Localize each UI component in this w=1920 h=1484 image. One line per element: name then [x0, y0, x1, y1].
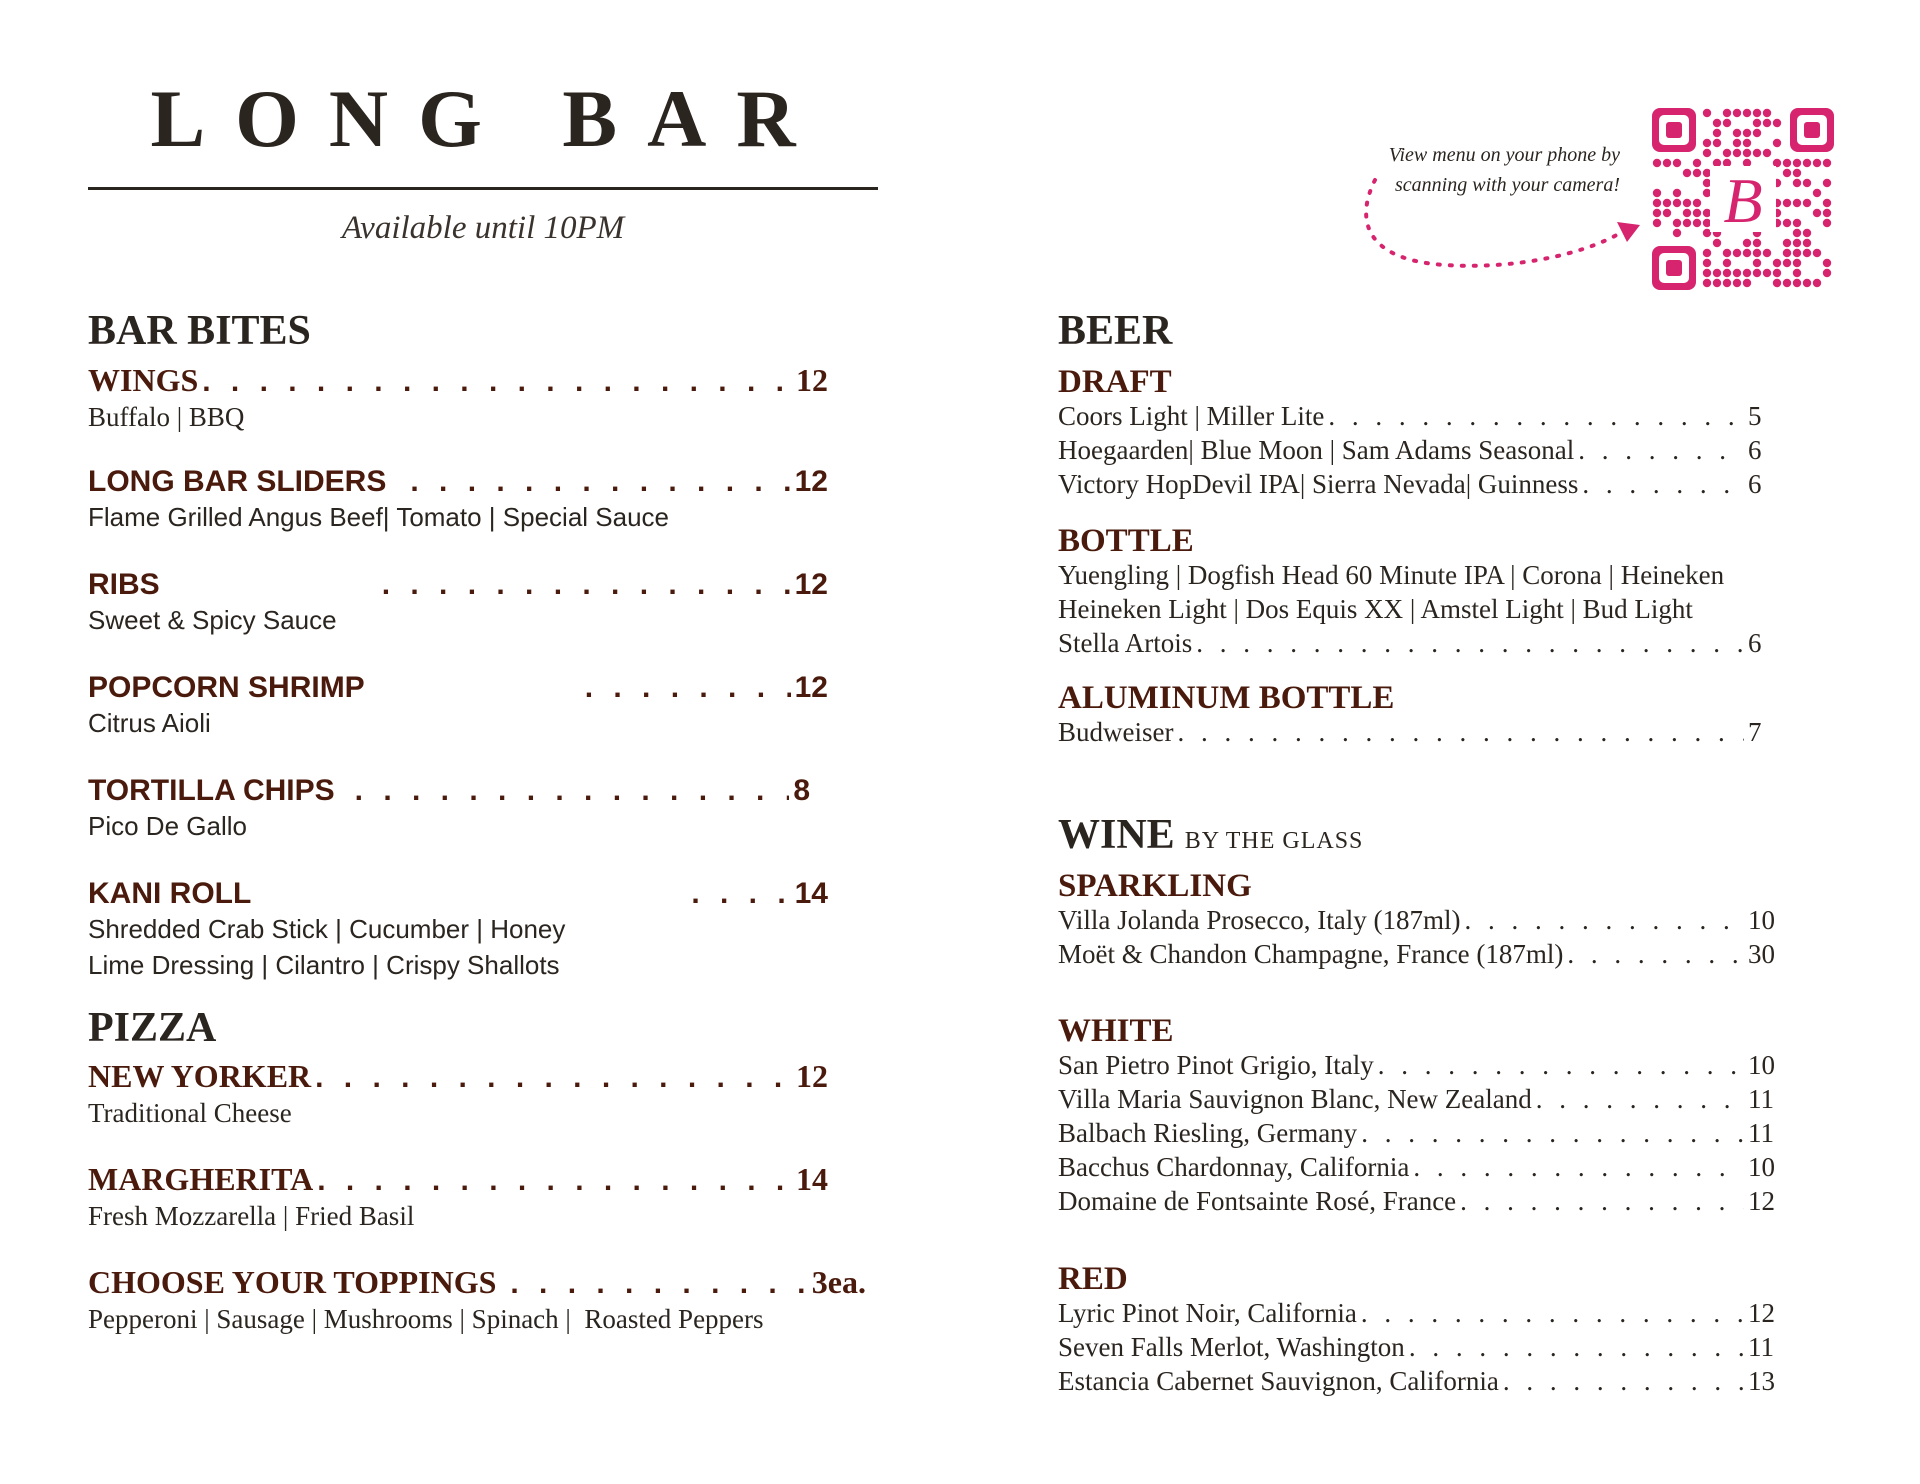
wine-price: 13 — [1748, 1366, 1775, 1396]
beer-name: Hoegaarden| Blue Moon | Sam Adams Seasonal — [1058, 435, 1575, 465]
qr-caption-line1: View menu on your phone by — [1388, 144, 1620, 166]
item-price: 14 — [794, 877, 828, 910]
item-price: 12 — [796, 1058, 828, 1094]
beer-name: Coors Light | Miller Lite — [1058, 401, 1325, 431]
wine-price: 10 — [1748, 1152, 1775, 1182]
item-description: Shredded Crab Stick | Cucumber | Honey — [88, 914, 566, 944]
item-name: RIBS — [88, 568, 160, 601]
subsection-title-red: RED — [1058, 1261, 1128, 1297]
bottle-list-line: Heineken Light | Dos Equis XX | Amstel Light | Bud Light — [1058, 594, 1693, 624]
list-item — [1058, 433, 1776, 467]
menu-item-sliders — [88, 465, 828, 535]
item-description: Lime Dressing | Cilantro | Crispy Shallots — [88, 950, 560, 980]
wine-price: 11 — [1748, 1118, 1774, 1148]
menu-item-toppings — [88, 1264, 866, 1337]
item-description: Pepperoni | Sausage | Mushrooms | Spinach | Roasted Peppers — [88, 1304, 764, 1334]
item-price: 12 — [796, 362, 828, 398]
wine-name: Bacchus Chardonnay, California — [1058, 1152, 1410, 1182]
wine-price: 30 — [1748, 939, 1775, 969]
qr-arrow-icon — [1355, 170, 1655, 280]
item-description: Buffalo | BBQ — [88, 402, 245, 432]
beer-price: 6 — [1748, 628, 1762, 658]
beer-name: Stella Artois — [1058, 628, 1193, 658]
item-description: Traditional Cheese — [88, 1098, 292, 1128]
item-name: KANI ROLL — [88, 877, 252, 910]
item-description: Sweet & Spicy Sauce — [88, 605, 337, 635]
qr-caption-line2: scanning with your camera! — [1395, 174, 1620, 196]
beer-name: Budweiser — [1058, 717, 1174, 747]
item-price: 12 — [794, 465, 828, 498]
list-item — [1058, 399, 1776, 433]
list-item — [1058, 1116, 1776, 1150]
beer-name: Victory HopDevil IPA| Sierra Nevada| Guinness — [1058, 469, 1579, 499]
list-item — [1058, 626, 1776, 660]
wine-title: WINE — [1058, 812, 1175, 858]
subsection-title-aluminum: ALUMINUM BOTTLE — [1058, 680, 1395, 716]
wine-name: Estancia Cabernet Sauvignon, California — [1058, 1366, 1499, 1396]
item-price: 12 — [794, 568, 828, 601]
wine-name: Villa Jolanda Prosecco, Italy (187ml) — [1058, 905, 1461, 935]
menu-item-popcorn-shrimp — [88, 671, 828, 741]
list-item — [1058, 715, 1776, 749]
wine-red — [1058, 1263, 1776, 1398]
menu-item-tortilla-chips — [88, 774, 810, 844]
wine-name: Domaine de Fontsainte Rosé, France — [1058, 1186, 1457, 1216]
wine-price: 10 — [1748, 905, 1775, 935]
item-name: LONG BAR SLIDERS — [88, 465, 387, 498]
menu-item-kani-roll — [88, 877, 828, 983]
wine-name: Lyric Pinot Noir, California — [1058, 1298, 1357, 1328]
wine-price: 11 — [1748, 1084, 1774, 1114]
wine-sparkling — [1058, 870, 1776, 971]
beer-draft — [1058, 366, 1776, 501]
wine-price: 11 — [1748, 1332, 1774, 1362]
qr-logo: B — [1723, 165, 1763, 236]
menu-item-wings — [88, 362, 828, 435]
list-item — [1058, 1048, 1776, 1082]
page-title: LONG BAR — [150, 73, 826, 164]
menu-item-ribs — [88, 568, 828, 638]
title-divider — [88, 187, 878, 190]
wine-price: 12 — [1748, 1186, 1775, 1216]
item-price: 8 — [793, 774, 810, 807]
item-description: Pico De Gallo — [88, 811, 247, 841]
list-item — [1058, 937, 1776, 971]
beer-price: 5 — [1748, 401, 1762, 431]
section-title-pizza: PIZZA — [88, 1005, 217, 1051]
wine-name: Villa Maria Sauvignon Blanc, New Zealand — [1058, 1084, 1532, 1114]
section-title-bar-bites: BAR BITES — [88, 308, 311, 354]
qr-code-icon[interactable] — [1652, 108, 1834, 290]
wine-price: 12 — [1748, 1298, 1775, 1328]
item-name: WINGS — [88, 362, 199, 398]
item-name: MARGHERITA — [88, 1161, 314, 1197]
subsection-title-sparkling: SPARKLING — [1058, 868, 1252, 904]
item-price: 14 — [796, 1161, 828, 1197]
wine-price: 10 — [1748, 1050, 1775, 1080]
section-title-wine — [1058, 814, 1363, 856]
list-item — [1058, 467, 1776, 501]
list-item — [1058, 1296, 1776, 1330]
subsection-title-white: WHITE — [1058, 1013, 1174, 1049]
availability-note: Available until 10PM — [341, 210, 625, 246]
subsection-title-bottle: BOTTLE — [1058, 523, 1194, 559]
item-name: TORTILLA CHIPS — [88, 774, 335, 807]
item-description: Flame Grilled Angus Beef| Tomato | Special Sauce — [88, 502, 670, 532]
subsection-title-draft: DRAFT — [1058, 364, 1172, 400]
list-item — [1058, 1184, 1776, 1218]
section-title-beer: BEER — [1058, 308, 1173, 354]
wine-name: San Pietro Pinot Grigio, Italy — [1058, 1050, 1374, 1080]
item-name: POPCORN SHRIMP — [88, 671, 365, 704]
item-name: CHOOSE YOUR TOPPINGS — [88, 1264, 497, 1300]
wine-subtitle: BY THE GLASS — [1184, 828, 1364, 854]
beer-bottle — [1058, 525, 1776, 660]
beer-price: 6 — [1748, 435, 1762, 465]
beer-aluminum — [1058, 682, 1776, 749]
wine-white — [1058, 1015, 1776, 1218]
item-price: 12 — [794, 671, 828, 704]
wine-name: Seven Falls Merlot, Washington — [1058, 1332, 1405, 1362]
wine-name: Moët & Chandon Champagne, France (187ml) — [1058, 939, 1564, 969]
item-name: NEW YORKER — [88, 1058, 312, 1094]
menu-item-margherita — [88, 1161, 828, 1234]
beer-price: 6 — [1748, 469, 1762, 499]
beer-price: 7 — [1748, 717, 1762, 747]
item-description: Citrus Aioli — [88, 708, 211, 738]
item-price: 3ea. — [811, 1264, 866, 1300]
list-item — [1058, 1330, 1776, 1364]
bottle-list-line: Yuengling | Dogfish Head 60 Minute IPA | Corona | Heineken — [1058, 560, 1725, 590]
wine-name: Balbach Riesling, Germany — [1058, 1118, 1358, 1148]
item-description: Fresh Mozzarella | Fried Basil — [88, 1201, 415, 1231]
list-item — [1058, 1082, 1776, 1116]
menu-item-new-yorker — [88, 1058, 828, 1131]
list-item — [1058, 1364, 1776, 1398]
list-item — [1058, 1150, 1776, 1184]
list-item — [1058, 903, 1776, 937]
